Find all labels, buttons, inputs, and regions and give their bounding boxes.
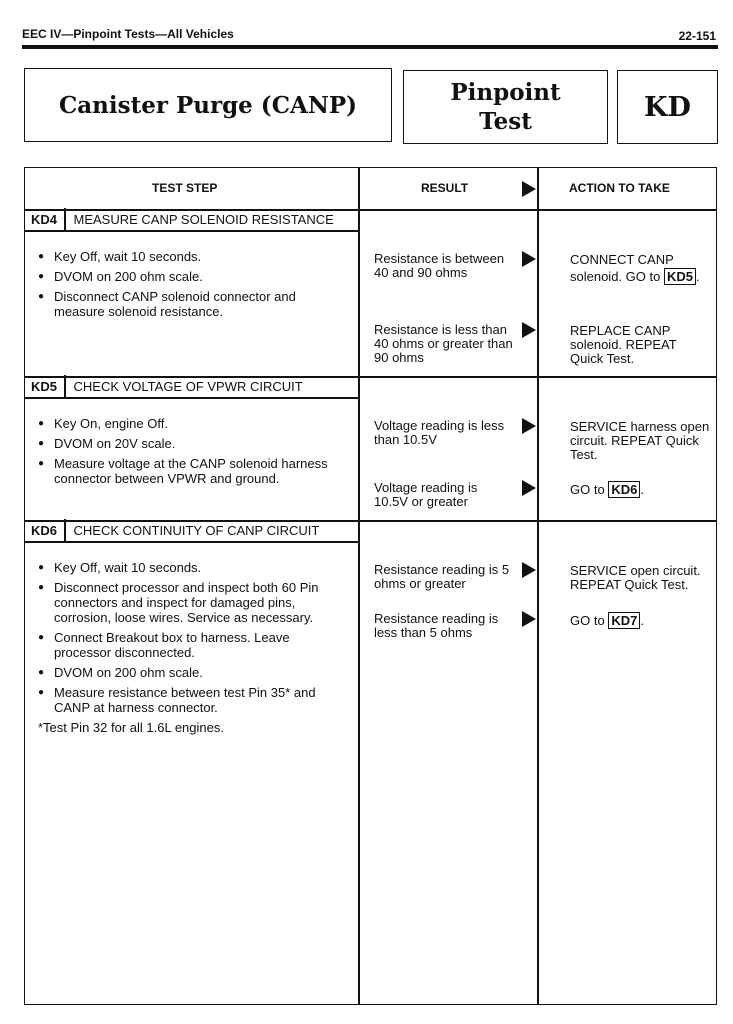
kd4-step: ● DVOM on 200 ohm scale.: [38, 269, 338, 284]
kd4-result-2: Resistance is less than 40 ohms or greater than 90 ohms: [374, 322, 513, 365]
result-arrow-icon: [522, 322, 536, 338]
kd6-step: ● Disconnect processor and inspect both 60 Pin connectors and inspect for damaged pins, corrosion, loose wires. Service as necessary.: [38, 580, 343, 625]
kd5-result-1: Voltage reading is less than 10.5V: [374, 418, 505, 447]
pinpoint-label: Pinpoint: [450, 79, 561, 106]
kd6-result-1: Resistance reading is 5 ohms or greater: [374, 562, 510, 591]
kd6-footnote: *Test Pin 32 for all 1.6L engines.: [38, 720, 224, 735]
col-test-step: TEST STEP: [152, 181, 218, 195]
test-code: KD: [644, 91, 691, 123]
kd4-step: ● Disconnect CANP solenoid connector and measure solenoid resistance.: [38, 289, 338, 319]
kd4-step: ● Key Off, wait 10 seconds.: [38, 249, 338, 264]
kd5-code: KD5: [30, 378, 57, 394]
kd5-steps: [38, 416, 348, 491]
kd6-step: ● DVOM on 200 ohm scale.: [38, 665, 343, 680]
kd4-code: KD4: [30, 211, 57, 227]
kd6-action-1: SERVICE open circuit. REPEAT Quick Test.: [570, 563, 701, 592]
col-action: ACTION TO TAKE: [569, 181, 670, 195]
kd6-steps: [38, 560, 343, 735]
kd5-step: ● DVOM on 20V scale.: [38, 436, 348, 451]
kd6-step: ● Connect Breakout box to harness. Leave processor disconnected.: [38, 630, 343, 660]
kd5-step: ● Measure voltage at the CANP solenoid harness connector between VPWR and ground.: [38, 456, 348, 486]
kd4-action-2: REPLACE CANP solenoid. REPEAT Quick Test.: [570, 323, 677, 366]
kd4-action-1: CONNECT CANP solenoid. GO to KD5 .: [570, 252, 700, 284]
kd4-result-1: Resistance is between 40 and 90 ohms: [374, 251, 505, 280]
test-title: Canister Purge (CANP): [58, 91, 358, 119]
kd4-steps: [38, 249, 338, 324]
col-result: RESULT: [421, 181, 469, 195]
kd6-title: CHECK CONTINUITY OF CANP CIRCUIT: [73, 522, 320, 538]
kd6-header: [26, 519, 319, 541]
test-title-box: [24, 68, 392, 142]
kd6-result-2: Resistance reading is less than 5 ohms: [374, 611, 499, 640]
kd5-header: [26, 375, 303, 397]
goto-kd7-link[interactable]: KD7: [608, 612, 640, 629]
goto-kd6-link[interactable]: KD6: [608, 481, 640, 498]
page-header-title: EEC IV—Pinpoint Tests—All Vehicles: [22, 27, 234, 41]
kd6-action-2: GO to KD7 .: [570, 613, 644, 628]
header-rule: [22, 45, 718, 49]
kd5-step: ● Key On, engine Off.: [38, 416, 348, 431]
result-arrow-icon: [522, 251, 536, 267]
kd4-title: MEASURE CANP SOLENOID RESISTANCE: [73, 211, 334, 227]
result-arrow-icon: [522, 562, 536, 578]
result-arrow-icon: [522, 611, 536, 627]
kd6-step: ● Key Off, wait 10 seconds.: [38, 560, 343, 575]
pinpoint-test-box: [403, 70, 608, 144]
kd4-header: [26, 208, 334, 230]
col-arrow-icon: [522, 181, 536, 197]
test-label: Test: [479, 108, 532, 135]
kd5-action-1: SERVICE harness open circuit. REPEAT Quick Test.: [570, 419, 710, 462]
column-divider-1: [358, 167, 360, 1005]
kd5-result-2: Voltage reading is 10.5V or greater: [374, 480, 478, 509]
result-arrow-icon: [522, 418, 536, 434]
page-number: 22-151: [678, 29, 716, 43]
kd5-title: CHECK VOLTAGE OF VPWR CIRCUIT: [73, 378, 303, 394]
column-divider-2: [537, 167, 539, 1005]
kd6-code: KD6: [30, 522, 57, 538]
goto-kd5-link[interactable]: KD5: [664, 268, 696, 285]
test-code-box: [617, 70, 718, 144]
kd5-action-2: GO to KD6 .: [570, 482, 644, 497]
result-arrow-icon: [522, 480, 536, 496]
kd6-step: ● Measure resistance between test Pin 35* and CANP at harness connector.: [38, 685, 343, 715]
